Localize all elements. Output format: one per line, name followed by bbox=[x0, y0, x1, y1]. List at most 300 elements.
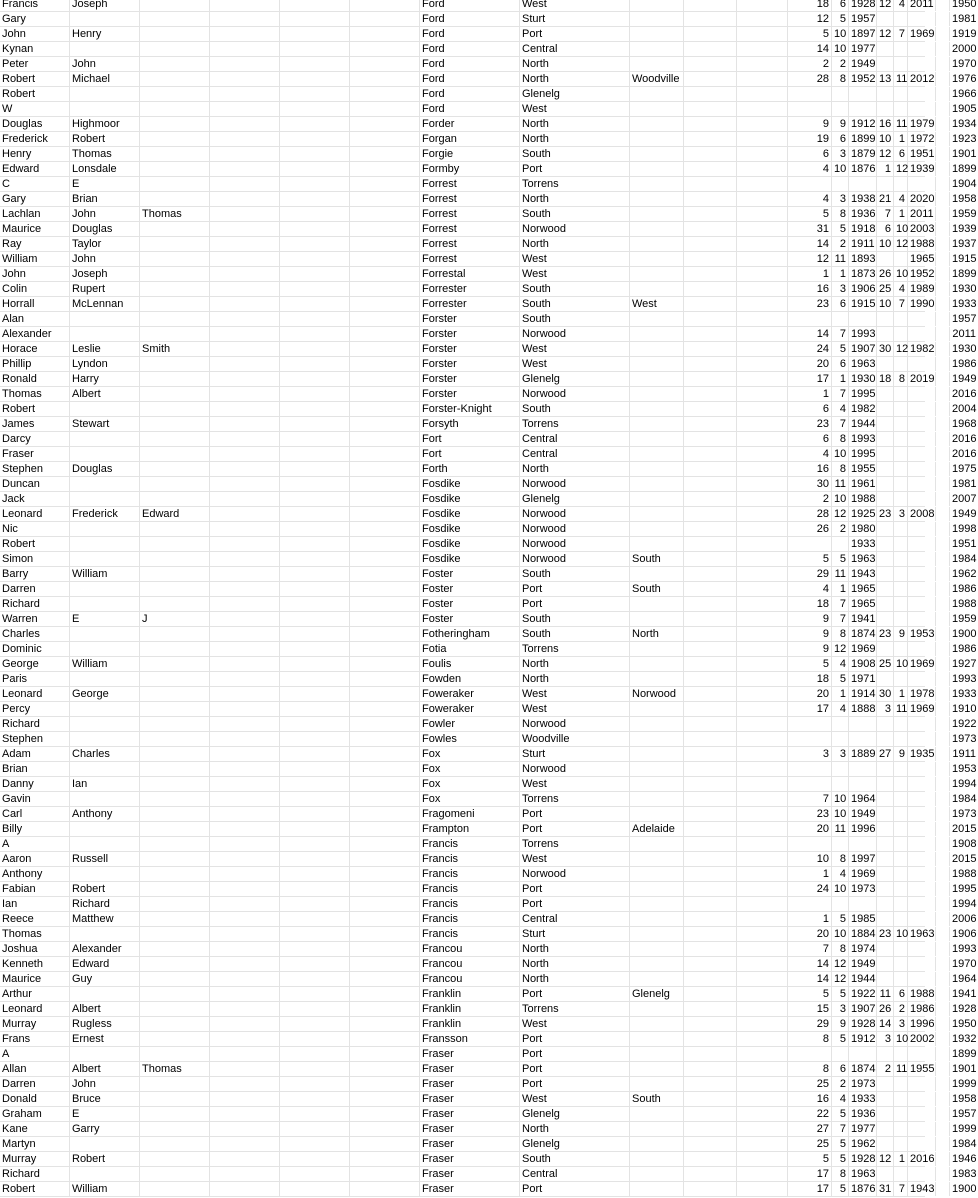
birth-year-cell[interactable] bbox=[849, 837, 877, 851]
death-year-cell[interactable]: 1963 bbox=[910, 928, 935, 940]
empty-cell[interactable] bbox=[684, 447, 737, 461]
birth-month-cell[interactable]: 1 bbox=[832, 687, 849, 701]
birth-month-cell[interactable]: 2 bbox=[832, 1077, 849, 1091]
empty-cell[interactable] bbox=[737, 537, 788, 551]
second-club-cell[interactable] bbox=[630, 762, 684, 776]
empty-cell[interactable] bbox=[210, 867, 280, 881]
empty-cell[interactable] bbox=[737, 627, 788, 641]
death-day-cell[interactable] bbox=[877, 327, 894, 341]
empty-cell[interactable] bbox=[936, 1107, 950, 1121]
debut-year-cell[interactable]: 2007 bbox=[952, 493, 977, 505]
third-name-cell[interactable] bbox=[140, 117, 210, 131]
empty-cell[interactable] bbox=[210, 1122, 280, 1136]
club-cell[interactable]: West bbox=[520, 777, 630, 791]
birth-month-cell[interactable]: 8 bbox=[832, 432, 849, 446]
debut-year-cell[interactable]: 1915 bbox=[952, 253, 977, 265]
middle-name-cell[interactable]: Ernest bbox=[70, 1032, 140, 1046]
empty-cell[interactable] bbox=[684, 957, 737, 971]
death-month-cell[interactable] bbox=[894, 177, 908, 191]
debut-year-cell[interactable]: 1900 bbox=[952, 628, 977, 640]
death-day-cell[interactable] bbox=[877, 357, 894, 371]
empty-cell[interactable] bbox=[280, 1137, 350, 1151]
empty-cell[interactable] bbox=[737, 687, 788, 701]
death-year-cell[interactable] bbox=[908, 567, 936, 581]
debut-year-cell[interactable]: 1949 bbox=[952, 508, 977, 520]
second-club-cell[interactable]: West bbox=[630, 297, 684, 311]
death-year-cell[interactable] bbox=[908, 537, 936, 551]
debut-year-cell[interactable]: 1941 bbox=[952, 988, 977, 1000]
death-month-cell[interactable] bbox=[894, 837, 908, 851]
first-name-cell[interactable]: Robert bbox=[0, 1182, 70, 1196]
empty-cell[interactable] bbox=[737, 12, 788, 26]
surname-cell[interactable]: Forrest bbox=[420, 177, 520, 191]
death-month-cell[interactable]: 4 bbox=[894, 0, 908, 11]
empty-cell[interactable] bbox=[737, 207, 788, 221]
birth-year-cell[interactable]: 1977 bbox=[851, 43, 876, 55]
death-year-cell[interactable] bbox=[908, 852, 936, 866]
empty-cell[interactable] bbox=[350, 897, 420, 911]
empty-cell[interactable] bbox=[210, 552, 280, 566]
first-name-cell[interactable]: Robert bbox=[0, 72, 70, 86]
empty-cell[interactable] bbox=[350, 957, 420, 971]
death-month-cell[interactable] bbox=[894, 912, 908, 926]
empty-cell[interactable] bbox=[280, 462, 350, 476]
death-day-cell[interactable] bbox=[877, 492, 894, 506]
surname-cell[interactable]: Forgan bbox=[420, 132, 520, 146]
third-name-cell[interactable] bbox=[140, 402, 210, 416]
death-year-cell[interactable] bbox=[908, 1137, 936, 1151]
empty-cell[interactable] bbox=[936, 297, 950, 311]
empty-cell[interactable] bbox=[684, 192, 737, 206]
death-day-cell[interactable] bbox=[877, 87, 894, 101]
club-cell[interactable]: West bbox=[520, 852, 630, 866]
third-name-cell[interactable] bbox=[140, 1137, 210, 1151]
club-cell[interactable]: Central bbox=[520, 42, 630, 56]
empty-cell[interactable] bbox=[684, 807, 737, 821]
birth-day-cell[interactable]: 24 bbox=[788, 882, 832, 896]
death-day-cell[interactable]: 11 bbox=[877, 987, 894, 1001]
empty-cell[interactable] bbox=[350, 1032, 420, 1046]
middle-name-cell[interactable]: Frederick bbox=[70, 507, 140, 521]
empty-cell[interactable] bbox=[280, 267, 350, 281]
surname-cell[interactable]: Francis bbox=[420, 867, 520, 881]
debut-year-cell[interactable]: 1927 bbox=[952, 658, 977, 670]
empty-cell[interactable] bbox=[936, 267, 950, 281]
birth-day-cell[interactable]: 17 bbox=[788, 702, 832, 716]
birth-year-cell[interactable]: 1938 bbox=[851, 193, 876, 205]
birth-day-cell[interactable]: 22 bbox=[788, 1107, 832, 1121]
empty-cell[interactable] bbox=[350, 522, 420, 536]
debut-year-cell[interactable]: 1994 bbox=[952, 778, 977, 790]
middle-name-cell[interactable]: Michael bbox=[70, 72, 140, 86]
third-name-cell[interactable] bbox=[140, 567, 210, 581]
empty-cell[interactable] bbox=[280, 612, 350, 626]
empty-cell[interactable] bbox=[737, 942, 788, 956]
third-name-cell[interactable] bbox=[140, 777, 210, 791]
empty-cell[interactable] bbox=[684, 72, 737, 86]
birth-day-cell[interactable]: 20 bbox=[788, 357, 832, 371]
empty-cell[interactable] bbox=[737, 1122, 788, 1136]
club-cell[interactable]: West bbox=[520, 252, 630, 266]
third-name-cell[interactable] bbox=[140, 0, 210, 11]
death-year-cell[interactable]: 1953 bbox=[910, 628, 935, 640]
club-cell[interactable]: Torrens bbox=[520, 792, 630, 806]
debut-year-cell[interactable]: 1958 bbox=[952, 1093, 977, 1105]
death-day-cell[interactable]: 13 bbox=[877, 72, 894, 86]
birth-year-cell[interactable]: 1965 bbox=[851, 598, 876, 610]
middle-name-cell[interactable]: Highmoor bbox=[70, 117, 140, 131]
empty-cell[interactable] bbox=[280, 1152, 350, 1166]
birth-month-cell[interactable] bbox=[832, 777, 849, 791]
death-year-cell[interactable] bbox=[908, 357, 936, 371]
surname-cell[interactable]: Franklin bbox=[420, 987, 520, 1001]
death-month-cell[interactable] bbox=[894, 492, 908, 506]
death-year-cell[interactable]: 2020 bbox=[910, 193, 935, 205]
empty-cell[interactable] bbox=[737, 477, 788, 491]
birth-day-cell[interactable]: 25 bbox=[788, 1077, 832, 1091]
death-day-cell[interactable] bbox=[877, 402, 894, 416]
death-day-cell[interactable] bbox=[877, 1137, 894, 1151]
surname-cell[interactable]: Fotia bbox=[420, 642, 520, 656]
debut-year-cell[interactable]: 1946 bbox=[952, 1153, 977, 1165]
surname-cell[interactable]: Fowden bbox=[420, 672, 520, 686]
empty-cell[interactable] bbox=[350, 267, 420, 281]
birth-month-cell[interactable]: 7 bbox=[832, 597, 849, 611]
empty-cell[interactable] bbox=[350, 117, 420, 131]
empty-cell[interactable] bbox=[350, 0, 420, 11]
first-name-cell[interactable]: Ronald bbox=[0, 372, 70, 386]
empty-cell[interactable] bbox=[350, 42, 420, 56]
second-club-cell[interactable] bbox=[630, 567, 684, 581]
empty-cell[interactable] bbox=[737, 1137, 788, 1151]
third-name-cell[interactable] bbox=[140, 42, 210, 56]
second-club-cell[interactable] bbox=[630, 1152, 684, 1166]
death-year-cell[interactable]: 1969 bbox=[910, 658, 935, 670]
empty-cell[interactable] bbox=[936, 912, 950, 926]
second-club-cell[interactable] bbox=[630, 207, 684, 221]
death-year-cell[interactable] bbox=[908, 837, 936, 851]
empty-cell[interactable] bbox=[684, 597, 737, 611]
birth-year-cell[interactable]: 1897 bbox=[851, 28, 876, 40]
surname-cell[interactable]: Foweraker bbox=[420, 702, 520, 716]
second-club-cell[interactable] bbox=[630, 372, 684, 386]
second-club-cell[interactable] bbox=[630, 1122, 684, 1136]
birth-year-cell[interactable]: 1957 bbox=[851, 13, 876, 25]
empty-cell[interactable] bbox=[737, 702, 788, 716]
first-name-cell[interactable]: Fraser bbox=[0, 447, 70, 461]
birth-month-cell[interactable]: 7 bbox=[832, 1122, 849, 1136]
first-name-cell[interactable]: Ian bbox=[0, 897, 70, 911]
birth-month-cell[interactable]: 11 bbox=[832, 252, 849, 266]
second-club-cell[interactable] bbox=[630, 807, 684, 821]
empty-cell[interactable] bbox=[936, 102, 950, 116]
debut-year-cell[interactable]: 1973 bbox=[952, 808, 977, 820]
third-name-cell[interactable] bbox=[140, 1047, 210, 1061]
empty-cell[interactable] bbox=[684, 222, 737, 236]
debut-year-cell[interactable]: 1958 bbox=[952, 193, 977, 205]
death-day-cell[interactable]: 27 bbox=[877, 747, 894, 761]
empty-cell[interactable] bbox=[684, 882, 737, 896]
birth-month-cell[interactable]: 10 bbox=[832, 882, 849, 896]
empty-cell[interactable] bbox=[280, 567, 350, 581]
death-month-cell[interactable]: 11 bbox=[896, 703, 908, 715]
empty-cell[interactable] bbox=[936, 1047, 950, 1061]
second-club-cell[interactable] bbox=[630, 1047, 684, 1061]
empty-cell[interactable] bbox=[280, 1122, 350, 1136]
third-name-cell[interactable] bbox=[140, 417, 210, 431]
birth-month-cell[interactable]: 6 bbox=[832, 0, 849, 11]
middle-name-cell[interactable] bbox=[70, 552, 140, 566]
birth-day-cell[interactable] bbox=[788, 717, 832, 731]
surname-cell[interactable]: Forrester bbox=[420, 282, 520, 296]
club-cell[interactable]: Port bbox=[520, 1182, 630, 1196]
empty-cell[interactable] bbox=[280, 552, 350, 566]
second-club-cell[interactable]: North bbox=[630, 627, 684, 641]
death-day-cell[interactable] bbox=[877, 972, 894, 986]
empty-cell[interactable] bbox=[350, 777, 420, 791]
birth-day-cell[interactable]: 12 bbox=[788, 252, 832, 266]
first-name-cell[interactable]: Aaron bbox=[0, 852, 70, 866]
empty-cell[interactable] bbox=[936, 12, 950, 26]
debut-year-cell[interactable]: 2006 bbox=[952, 913, 977, 925]
empty-cell[interactable] bbox=[936, 1137, 950, 1151]
first-name-cell[interactable]: Warren bbox=[0, 612, 70, 626]
birth-month-cell[interactable]: 4 bbox=[832, 1092, 849, 1106]
empty-cell[interactable] bbox=[684, 657, 737, 671]
empty-cell[interactable] bbox=[350, 762, 420, 776]
debut-year-cell[interactable]: 1932 bbox=[952, 1033, 977, 1045]
third-name-cell[interactable] bbox=[140, 267, 210, 281]
surname-cell[interactable]: Forrest bbox=[420, 237, 520, 251]
empty-cell[interactable] bbox=[280, 1077, 350, 1091]
birth-day-cell[interactable]: 18 bbox=[788, 672, 832, 686]
empty-cell[interactable] bbox=[350, 507, 420, 521]
second-club-cell[interactable] bbox=[630, 57, 684, 71]
first-name-cell[interactable]: Horrall bbox=[0, 297, 70, 311]
empty-cell[interactable] bbox=[737, 1107, 788, 1121]
empty-cell[interactable] bbox=[350, 552, 420, 566]
empty-cell[interactable] bbox=[737, 882, 788, 896]
birth-day-cell[interactable]: 15 bbox=[788, 1002, 832, 1016]
second-club-cell[interactable] bbox=[630, 1062, 684, 1076]
birth-month-cell[interactable]: 8 bbox=[832, 72, 849, 86]
third-name-cell[interactable] bbox=[140, 597, 210, 611]
birth-day-cell[interactable]: 18 bbox=[788, 0, 832, 11]
club-cell[interactable]: South bbox=[520, 147, 630, 161]
club-cell[interactable]: Port bbox=[520, 27, 630, 41]
third-name-cell[interactable] bbox=[140, 1017, 210, 1031]
third-name-cell[interactable] bbox=[140, 1182, 210, 1196]
first-name-cell[interactable]: Simon bbox=[0, 552, 70, 566]
empty-cell[interactable] bbox=[684, 87, 737, 101]
birth-year-cell[interactable]: 1969 bbox=[851, 868, 876, 880]
death-month-cell[interactable]: 7 bbox=[894, 1182, 908, 1196]
birth-day-cell[interactable]: 8 bbox=[788, 1032, 832, 1046]
empty-cell[interactable] bbox=[684, 297, 737, 311]
empty-cell[interactable] bbox=[280, 42, 350, 56]
third-name-cell[interactable] bbox=[140, 822, 210, 836]
first-name-cell[interactable]: Percy bbox=[0, 702, 70, 716]
death-month-cell[interactable] bbox=[894, 462, 908, 476]
birth-month-cell[interactable]: 5 bbox=[832, 552, 849, 566]
debut-year-cell[interactable]: 1919 bbox=[952, 28, 977, 40]
empty-cell[interactable] bbox=[350, 1092, 420, 1106]
birth-day-cell[interactable] bbox=[788, 762, 832, 776]
second-club-cell[interactable] bbox=[630, 387, 684, 401]
empty-cell[interactable] bbox=[350, 282, 420, 296]
first-name-cell[interactable]: Horace bbox=[0, 342, 70, 356]
club-cell[interactable]: South bbox=[520, 297, 630, 311]
club-cell[interactable]: Central bbox=[520, 432, 630, 446]
empty-cell[interactable] bbox=[280, 942, 350, 956]
empty-cell[interactable] bbox=[936, 432, 950, 446]
death-year-cell[interactable] bbox=[908, 717, 936, 731]
club-cell[interactable]: North bbox=[520, 57, 630, 71]
empty-cell[interactable] bbox=[684, 672, 737, 686]
empty-cell[interactable] bbox=[684, 987, 737, 1001]
surname-cell[interactable]: Fraser bbox=[420, 1107, 520, 1121]
death-year-cell[interactable]: 1955 bbox=[910, 1063, 935, 1075]
birth-year-cell[interactable]: 1995 bbox=[851, 448, 876, 460]
second-club-cell[interactable] bbox=[630, 657, 684, 671]
empty-cell[interactable] bbox=[280, 1032, 350, 1046]
third-name-cell[interactable] bbox=[140, 222, 210, 236]
empty-cell[interactable] bbox=[936, 597, 950, 611]
first-name-cell[interactable]: Danny bbox=[0, 777, 70, 791]
empty-cell[interactable] bbox=[280, 207, 350, 221]
birth-month-cell[interactable]: 5 bbox=[832, 1182, 849, 1196]
empty-cell[interactable] bbox=[684, 237, 737, 251]
birth-month-cell[interactable]: 6 bbox=[832, 1062, 849, 1076]
empty-cell[interactable] bbox=[350, 342, 420, 356]
birth-month-cell[interactable]: 8 bbox=[832, 942, 849, 956]
empty-cell[interactable] bbox=[684, 252, 737, 266]
club-cell[interactable]: West bbox=[520, 687, 630, 701]
empty-cell[interactable] bbox=[684, 702, 737, 716]
empty-cell[interactable] bbox=[737, 717, 788, 731]
birth-year-cell[interactable]: 1879 bbox=[851, 148, 876, 160]
first-name-cell[interactable]: Billy bbox=[0, 822, 70, 836]
birth-day-cell[interactable]: 29 bbox=[788, 567, 832, 581]
surname-cell[interactable]: Formby bbox=[420, 162, 520, 176]
empty-cell[interactable] bbox=[737, 582, 788, 596]
birth-year-cell[interactable]: 1974 bbox=[851, 943, 876, 955]
death-year-cell[interactable]: 1988 bbox=[910, 988, 935, 1000]
empty-cell[interactable] bbox=[684, 0, 737, 11]
empty-cell[interactable] bbox=[350, 1077, 420, 1091]
death-month-cell[interactable]: 4 bbox=[894, 192, 908, 206]
club-cell[interactable]: South bbox=[520, 1152, 630, 1166]
empty-cell[interactable] bbox=[936, 147, 950, 161]
debut-year-cell[interactable]: 1933 bbox=[952, 688, 977, 700]
birth-day-cell[interactable]: 28 bbox=[788, 72, 832, 86]
death-month-cell[interactable] bbox=[894, 972, 908, 986]
empty-cell[interactable] bbox=[936, 1017, 950, 1031]
empty-cell[interactable] bbox=[210, 672, 280, 686]
middle-name-cell[interactable]: Garry bbox=[70, 1122, 140, 1136]
death-month-cell[interactable] bbox=[894, 957, 908, 971]
empty-cell[interactable] bbox=[210, 42, 280, 56]
middle-name-cell[interactable] bbox=[70, 837, 140, 851]
death-day-cell[interactable]: 23 bbox=[877, 507, 894, 521]
empty-cell[interactable] bbox=[684, 567, 737, 581]
second-club-cell[interactable] bbox=[630, 162, 684, 176]
middle-name-cell[interactable]: Henry bbox=[70, 27, 140, 41]
empty-cell[interactable] bbox=[350, 447, 420, 461]
death-day-cell[interactable] bbox=[877, 672, 894, 686]
empty-cell[interactable] bbox=[737, 567, 788, 581]
empty-cell[interactable] bbox=[350, 1002, 420, 1016]
first-name-cell[interactable]: Gary bbox=[0, 12, 70, 26]
death-day-cell[interactable] bbox=[877, 957, 894, 971]
middle-name-cell[interactable]: Guy bbox=[70, 972, 140, 986]
empty-cell[interactable] bbox=[737, 597, 788, 611]
birth-month-cell[interactable] bbox=[832, 762, 849, 776]
empty-cell[interactable] bbox=[210, 1182, 280, 1196]
second-club-cell[interactable] bbox=[630, 42, 684, 56]
first-name-cell[interactable]: Graham bbox=[0, 1107, 70, 1121]
empty-cell[interactable] bbox=[737, 432, 788, 446]
empty-cell[interactable] bbox=[280, 432, 350, 446]
empty-cell[interactable] bbox=[350, 882, 420, 896]
empty-cell[interactable] bbox=[280, 702, 350, 716]
birth-year-cell[interactable]: 1925 bbox=[851, 508, 876, 520]
surname-cell[interactable]: Fraser bbox=[420, 1062, 520, 1076]
empty-cell[interactable] bbox=[280, 102, 350, 116]
third-name-cell[interactable] bbox=[140, 882, 210, 896]
first-name-cell[interactable]: Henry bbox=[0, 147, 70, 161]
middle-name-cell[interactable]: Edward bbox=[70, 957, 140, 971]
middle-name-cell[interactable]: Russell bbox=[70, 852, 140, 866]
empty-cell[interactable] bbox=[737, 42, 788, 56]
debut-year-cell[interactable]: 1966 bbox=[952, 88, 977, 100]
middle-name-cell[interactable] bbox=[70, 762, 140, 776]
empty-cell[interactable] bbox=[936, 1077, 950, 1091]
second-club-cell[interactable] bbox=[630, 972, 684, 986]
death-year-cell[interactable]: 1988 bbox=[910, 238, 935, 250]
empty-cell[interactable] bbox=[936, 27, 950, 41]
death-year-cell[interactable] bbox=[908, 522, 936, 536]
first-name-cell[interactable]: Frans bbox=[0, 1032, 70, 1046]
empty-cell[interactable] bbox=[210, 162, 280, 176]
empty-cell[interactable] bbox=[936, 477, 950, 491]
third-name-cell[interactable] bbox=[140, 1077, 210, 1091]
surname-cell[interactable]: Fox bbox=[420, 777, 520, 791]
club-cell[interactable]: Glenelg bbox=[520, 87, 630, 101]
death-year-cell[interactable] bbox=[908, 582, 936, 596]
empty-cell[interactable] bbox=[280, 192, 350, 206]
death-month-cell[interactable]: 6 bbox=[894, 147, 908, 161]
empty-cell[interactable] bbox=[684, 117, 737, 131]
death-year-cell[interactable]: 1996 bbox=[910, 1018, 935, 1030]
surname-cell[interactable]: Fransson bbox=[420, 1032, 520, 1046]
empty-cell[interactable] bbox=[936, 837, 950, 851]
empty-cell[interactable] bbox=[350, 912, 420, 926]
surname-cell[interactable]: Foster bbox=[420, 567, 520, 581]
birth-day-cell[interactable]: 14 bbox=[788, 42, 832, 56]
second-club-cell[interactable] bbox=[630, 312, 684, 326]
death-year-cell[interactable] bbox=[908, 387, 936, 401]
empty-cell[interactable] bbox=[350, 462, 420, 476]
first-name-cell[interactable]: Stephen bbox=[0, 732, 70, 746]
second-club-cell[interactable] bbox=[630, 702, 684, 716]
empty-cell[interactable] bbox=[737, 957, 788, 971]
birth-day-cell[interactable]: 30 bbox=[788, 477, 832, 491]
death-year-cell[interactable] bbox=[908, 972, 936, 986]
first-name-cell[interactable]: Peter bbox=[0, 57, 70, 71]
birth-year-cell[interactable]: 1943 bbox=[851, 568, 876, 580]
empty-cell[interactable] bbox=[280, 1017, 350, 1031]
